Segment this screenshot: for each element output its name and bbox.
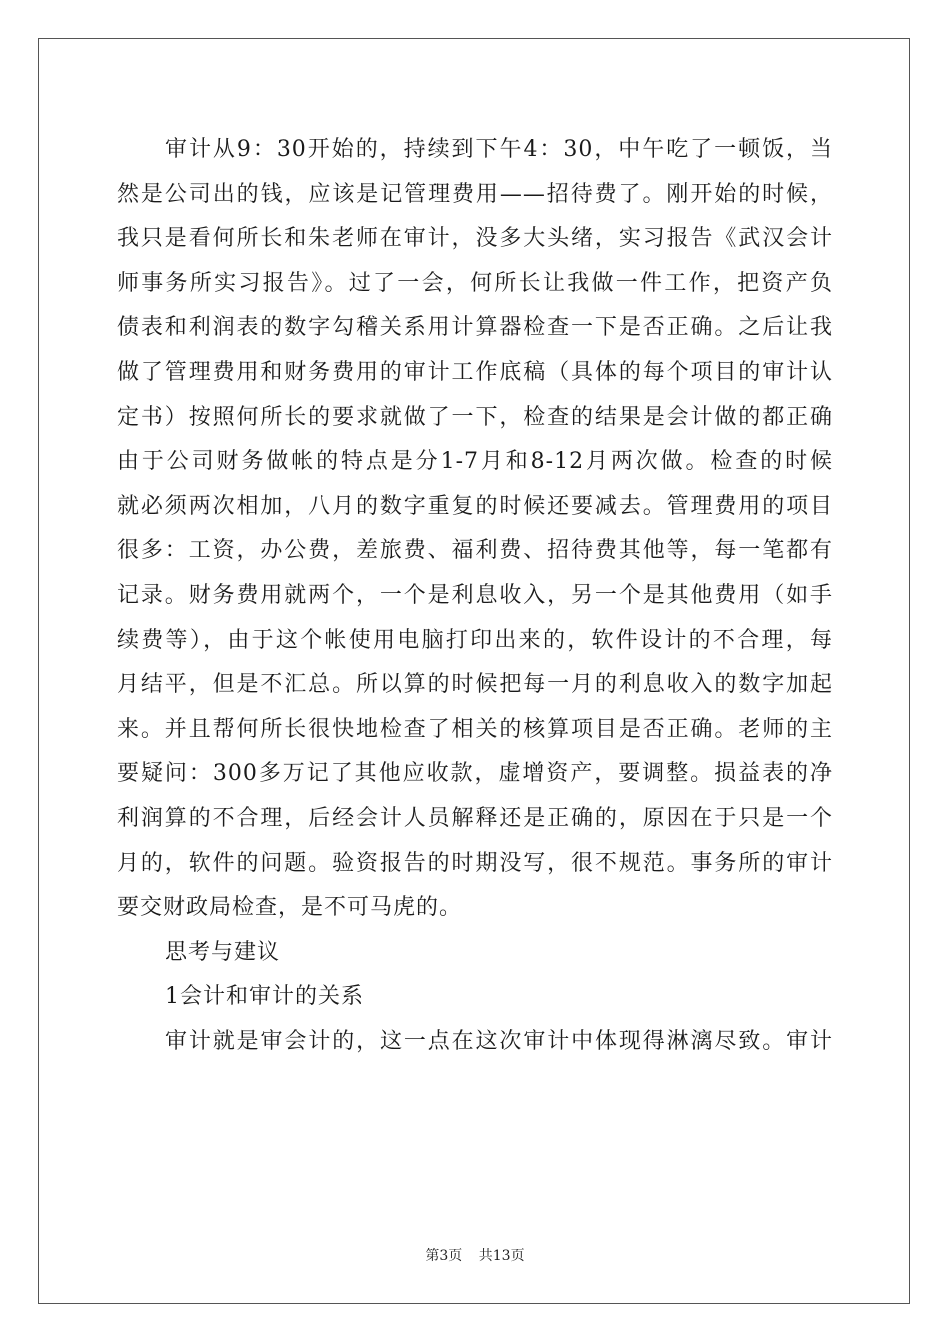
page-number: 第3页 <box>425 1248 463 1264</box>
text-line: 记录。财务费用就两个，一个是利息收入，另一个是其他费用（如手 <box>117 582 833 608</box>
page-footer <box>0 1245 950 1265</box>
text-line: 月的，软件的问题。验资报告的时期没写，很不规范。事务所的审计 <box>117 850 833 876</box>
page-total: 共13页 <box>478 1248 525 1264</box>
text-line: 利润算的不合理，后经会计人员解释还是正确的，原因在于只是一个 <box>117 805 833 831</box>
text-line: 很多：工资，办公费，差旅费、福利费、招待费其他等，每一笔都有 <box>117 538 833 564</box>
section-heading: 思考与建议 <box>165 939 281 965</box>
text-line: 然是公司出的钱，应该是记管理费用——招待费了。刚开始的时候， <box>117 181 833 207</box>
text-line: 由于公司财务做帐的特点是分1-7月和8-12月两次做。检查的时候 <box>117 449 833 475</box>
text-line: 债表和利润表的数字勾稽关系用计算器检查一下是否正确。之后让我 <box>117 315 833 341</box>
text-line: 要疑问：300多万记了其他应收款，虚增资产，要调整。损益表的净 <box>117 761 833 787</box>
subsection-heading: 1会计和审计的关系 <box>165 984 364 1010</box>
text-line: 做了管理费用和财务费用的审计工作底稿（具体的每个项目的审计认 <box>117 359 833 385</box>
document-body <box>117 128 833 1064</box>
text-line: 来。并且帮何所长很快地检查了相关的核算项目是否正确。老师的主 <box>117 716 833 742</box>
text-line: 我只是看何所长和朱老师在审计，没多大头绪，实习报告《武汉会计 <box>117 226 833 252</box>
text-line: 师事务所实习报告》。过了一会，何所长让我做一件工作，把资产负 <box>117 270 833 296</box>
text-line: 定书）按照何所长的要求就做了一下，检查的结果是会计做的都正确 <box>117 404 833 430</box>
paragraph <box>117 128 833 931</box>
text-line: 续费等），由于这个帐使用电脑打印出来的，软件设计的不合理，每 <box>117 627 833 653</box>
text-line: 审计从9：30开始的，持续到下午4：30，中午吃了一顿饭，当 <box>165 137 833 162</box>
text-line: 审计就是审会计的，这一点在这次审计中体现得淋漓尽致。审计 <box>165 1028 833 1054</box>
text-line: 就必须两次相加，八月的数字重复的时候还要减去。管理费用的项目 <box>117 493 833 519</box>
paragraph <box>117 1020 833 1065</box>
text-line: 要交财政局检查，是不可马虎的。 <box>117 895 463 921</box>
text-line: 月结平，但是不汇总。所以算的时候把每一月的利息收入的数字加起 <box>117 672 833 698</box>
